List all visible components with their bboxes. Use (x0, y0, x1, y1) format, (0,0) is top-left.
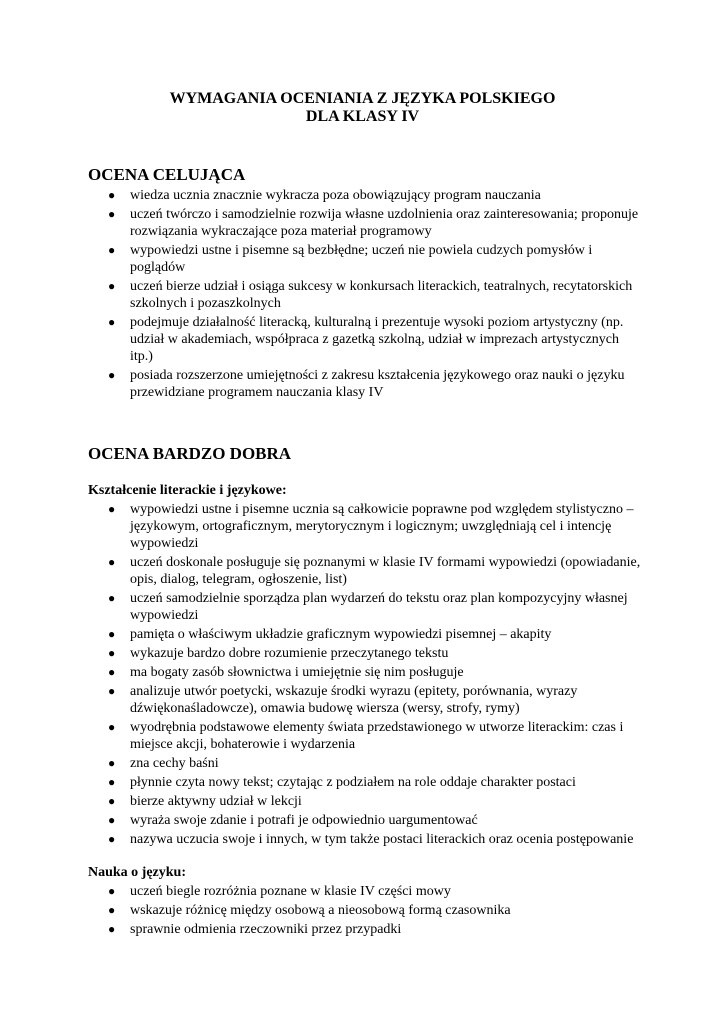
list-item (0, 774, 725, 791)
bullet-icon: ● (108, 922, 116, 936)
list-item (0, 590, 725, 624)
list-item-text: wyodrębnia podstawowe elementy świata przedstawionego w utworze literackim: czas i miejsce akcji, bohaterowie i wydarzenia (130, 720, 624, 752)
list-item (0, 755, 725, 772)
bullet-icon: ● (108, 794, 116, 808)
list-item (0, 902, 725, 919)
list-item (0, 242, 725, 276)
list-item (0, 664, 725, 681)
list-item (0, 683, 725, 717)
list-item-text: pamięta o właściwym układzie graficznym wypowiedzi pisemnej – akapity (130, 627, 552, 642)
list-item-text: wykazuje bardzo dobre rozumienie przeczytanego tekstu (130, 646, 449, 661)
list-item-text: bierze aktywny udział w lekcji (130, 794, 302, 809)
list-item-text: nazywa uczucia swoje i innych, w tym także postaci literackich oraz ocenia postępowanie (130, 832, 634, 847)
bullet-icon: ● (108, 368, 116, 382)
list-nauka-o-jezyku (0, 883, 725, 940)
bullet-icon: ● (108, 884, 116, 898)
list-item-text: płynnie czyta nowy tekst; czytając z podziałem na role oddaje charakter postaci (130, 775, 576, 790)
list-item-text: wiedza ucznia znacznie wykracza poza obowiązujący program nauczania (130, 188, 541, 203)
list-item-text: posiada rozszerzone umiejętności z zakresu kształcenia językowego oraz nauki o języku przewidziane programem nauczania klasy IV (130, 368, 625, 400)
bullet-icon: ● (108, 555, 116, 569)
list-item (0, 501, 725, 552)
list-item-text: uczeń twórczo i samodzielnie rozwija własne uzdolnienia oraz zainteresowania; proponuje rozwiązania wykraczające poza materiał programowy (130, 207, 639, 239)
list-item-text: podejmuje działalność literacką, kulturalną i prezentuje wysoki poziom artystyczny (np. udział w akademiach, współpraca z gazetką szkolną, udział w imprezach artystycznych itp.) (130, 315, 624, 364)
list-item-text: analizuje utwór poetycki, wskazuje środki wyrazu (epitety, porównania, wyrazy dźwiękonaśladowcze), omawia budowę wiersza (wersy, strofy, rymy) (130, 684, 578, 716)
list-item (0, 793, 725, 810)
bullet-icon: ● (108, 756, 116, 770)
list-item-text: wyraża swoje zdanie i potrafi je odpowiednio uargumentować (130, 813, 478, 828)
list-item (0, 314, 725, 365)
bullet-icon: ● (108, 188, 116, 202)
bullet-icon: ● (108, 207, 116, 221)
bullet-icon: ● (108, 646, 116, 660)
list-item (0, 367, 725, 401)
list-item (0, 831, 725, 848)
list-item-text: uczeń doskonale posługuje się poznanymi w klasie IV formami wypowiedzi (opowiadanie, opis, dialog, telegram, ogłoszenie, list) (130, 555, 641, 587)
list-item (0, 626, 725, 643)
list-item-text: uczeń samodzielnie sporządza plan wydarzeń do tekstu oraz plan kompozycyjny własnej wypowiedzi (130, 591, 628, 623)
bullet-icon: ● (108, 775, 116, 789)
list-item-text: uczeń bierze udział i osiąga sukcesy w konkursach literackich, teatralnych, recytatorskich szkolnych i pozaszkolnych (130, 279, 633, 311)
bullet-icon: ● (108, 279, 116, 293)
list-item-text: wskazuje różnicę między osobową a nieosobową formą czasownika (130, 903, 511, 918)
bullet-icon: ● (108, 665, 116, 679)
bullet-icon: ● (108, 684, 116, 698)
list-ksztalcenie-literackie (0, 501, 725, 850)
list-item (0, 187, 725, 204)
list-item (0, 883, 725, 900)
list-item-text: wypowiedzi ustne i pisemne są bezbłędne; uczeń nie powiela cudzych pomysłów i poglądów (130, 243, 593, 275)
bullet-icon: ● (108, 832, 116, 846)
list-item (0, 812, 725, 829)
list-item (0, 645, 725, 662)
list-item (0, 206, 725, 240)
list-item-text: wypowiedzi ustne i pisemne ucznia są całkowicie poprawne pod względem stylistyczno – językowym, ortograficznym, merytorycznym i logicznym; uwzględniają cel i intencję wypowiedzi (130, 502, 634, 551)
subheading-ksztalcenie-literackie: Kształcenie literackie i językowe: (88, 483, 287, 498)
bullet-icon: ● (108, 243, 116, 257)
document-title-line-1: WYMAGANIA OCENIANIA Z JĘZYKA POLSKIEGO (169, 90, 556, 107)
list-item-text: zna cechy baśni (130, 756, 219, 771)
bullet-icon: ● (108, 813, 116, 827)
list-item-text: uczeń biegle rozróżnia poznane w klasie IV części mowy (130, 884, 451, 899)
list-item-text: ma bogaty zasób słownictwa i umiejętnie się nim posługuje (130, 665, 464, 680)
subheading-nauka-o-jezyku: Nauka o języku: (88, 865, 187, 880)
section-heading-celujaca: OCENA CELUJĄCA (88, 165, 246, 184)
bullet-icon: ● (108, 627, 116, 641)
bullet-icon: ● (108, 903, 116, 917)
list-item-text: sprawnie odmienia rzeczowniki przez przypadki (130, 922, 402, 937)
list-item (0, 554, 725, 588)
document-title-line-2: DLA KLASY IV (305, 108, 420, 125)
list-item (0, 719, 725, 753)
list-item (0, 278, 725, 312)
bullet-icon: ● (108, 720, 116, 734)
bullet-icon: ● (108, 502, 116, 516)
list-item (0, 921, 725, 938)
section-heading-bardzo-dobra: OCENA BARDZO DOBRA (88, 444, 292, 463)
bullet-icon: ● (108, 591, 116, 605)
bullet-icon: ● (108, 315, 116, 329)
list-celujaca (0, 187, 725, 403)
